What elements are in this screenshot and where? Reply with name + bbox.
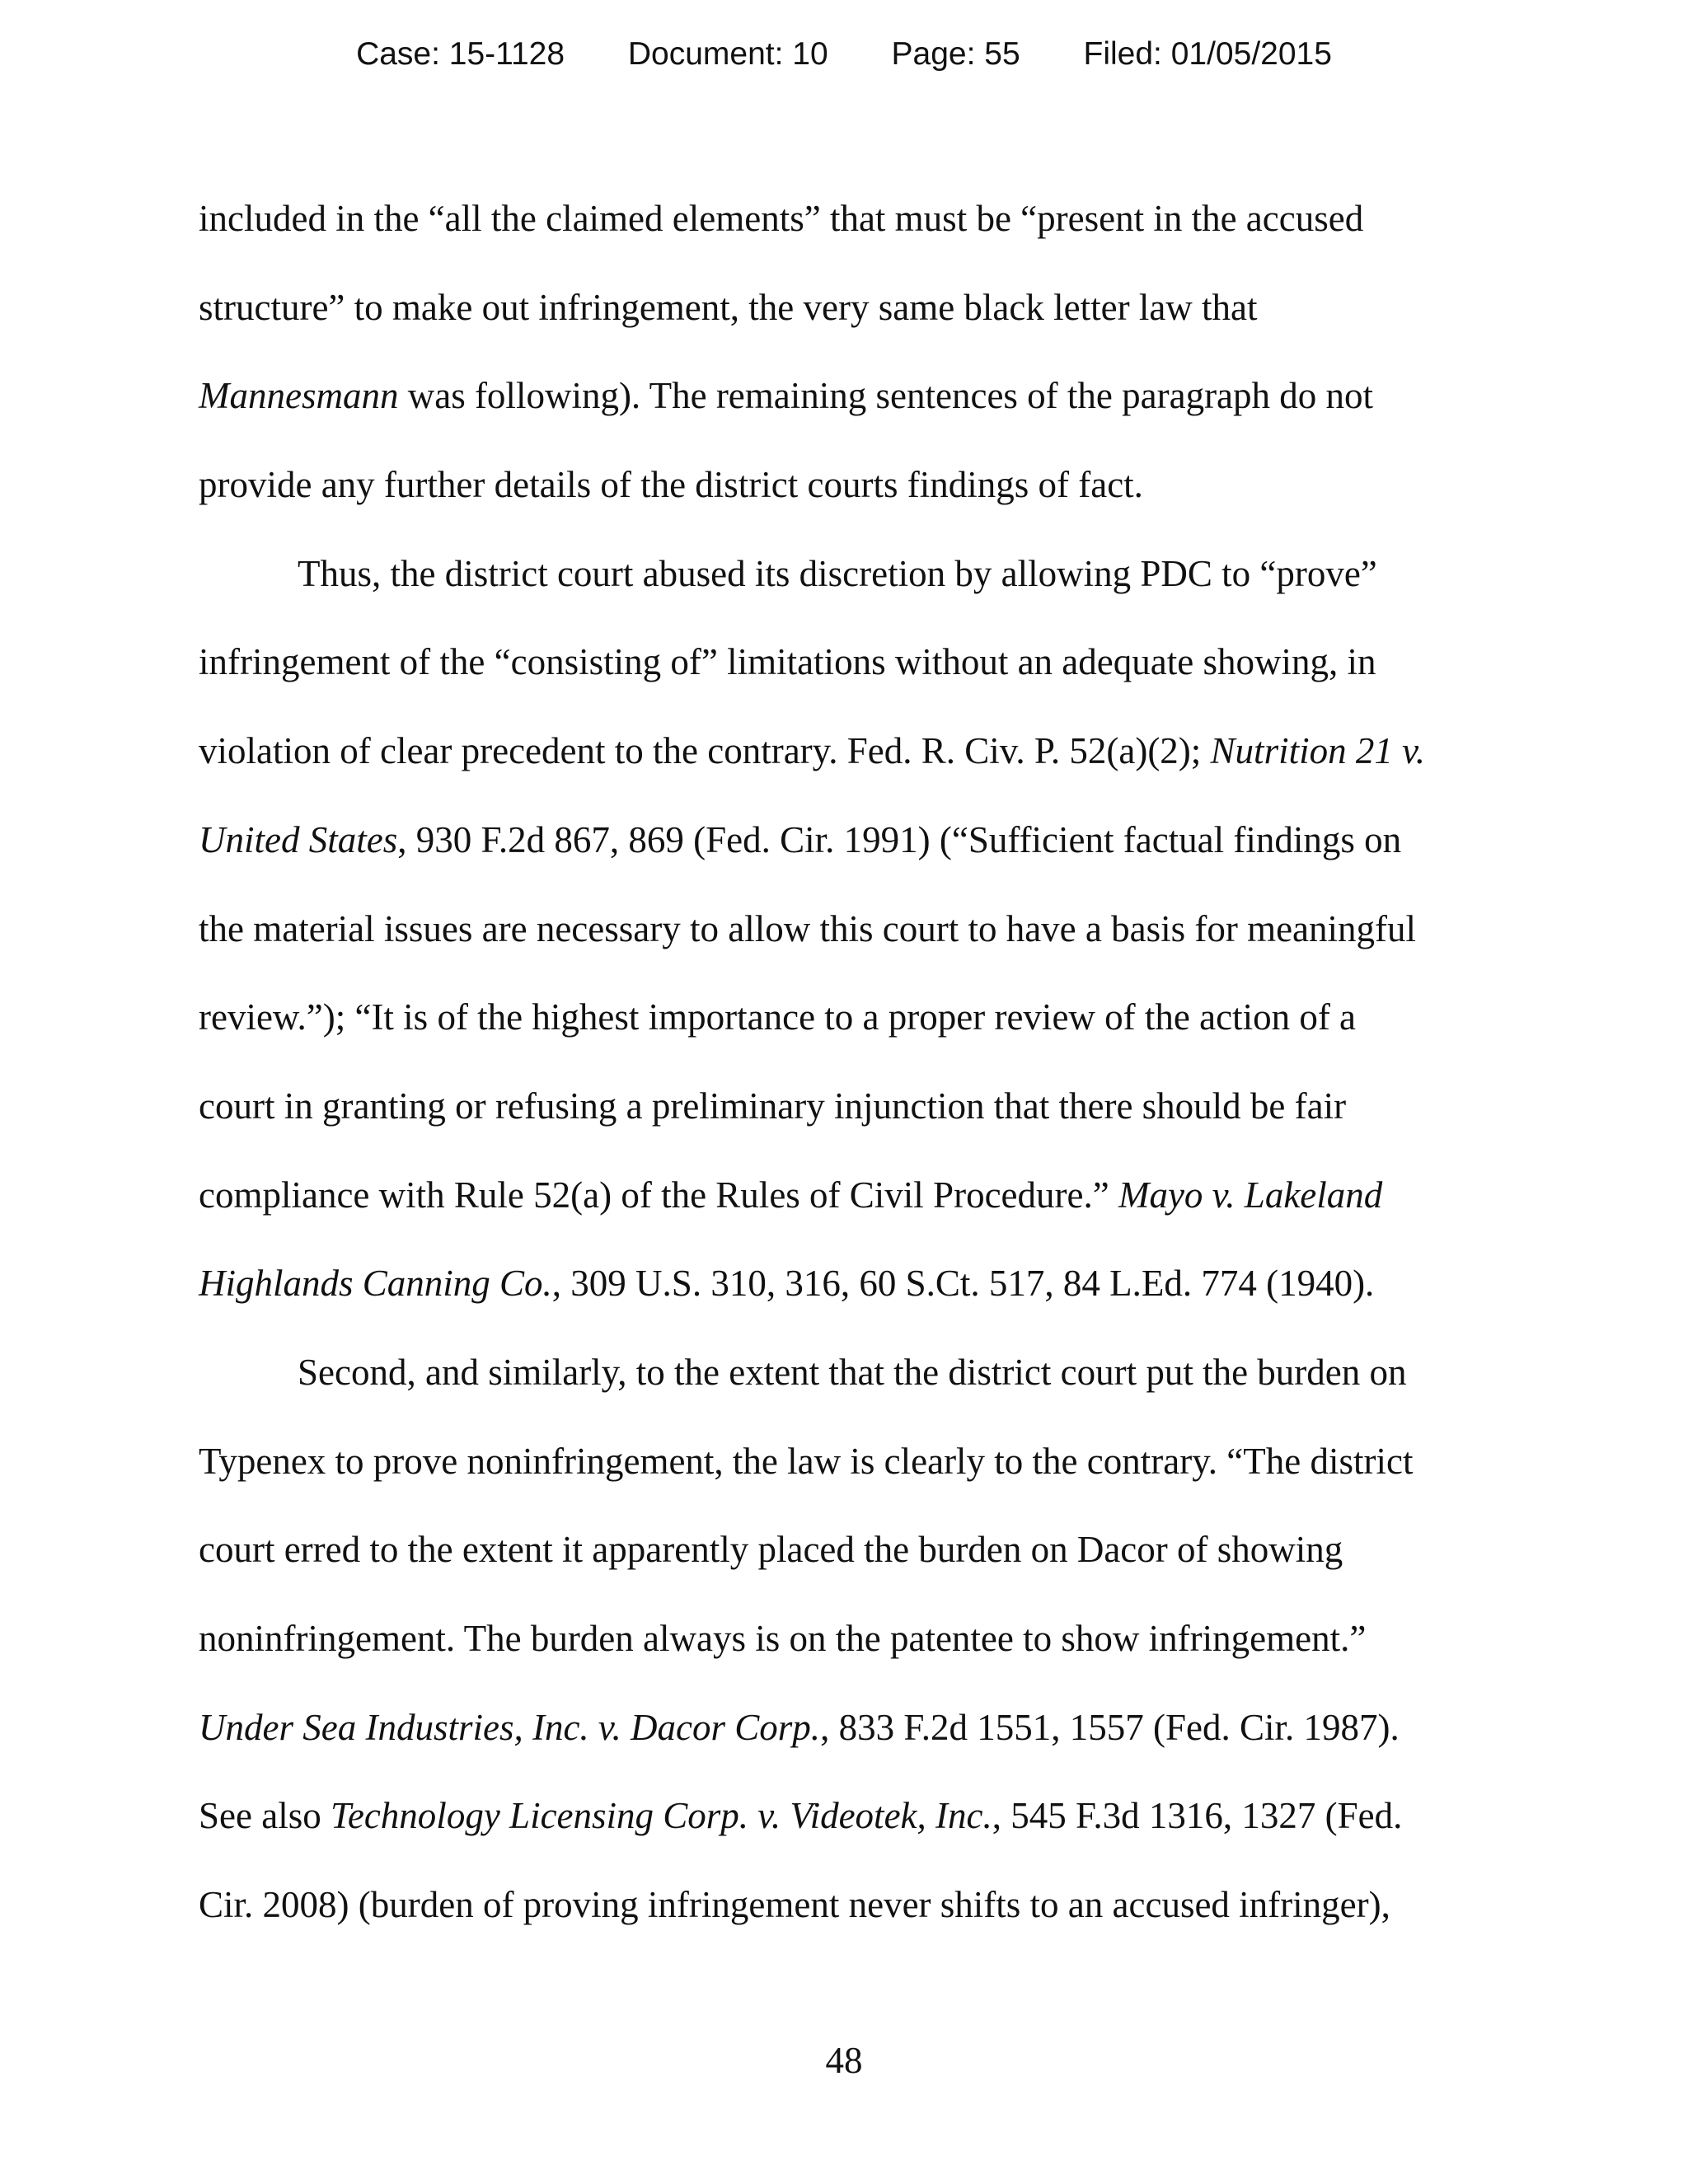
filed-date: Filed: 01/05/2015 [1083,36,1332,72]
text-run: , 833 F.2d 1551, 1557 (Fed. Cir. 1987). [820,1706,1400,1748]
text-line [199,904,1501,993]
text-line [199,1880,1501,1969]
text-line [199,371,1501,460]
text-line [199,549,1501,638]
text-line [199,1525,1501,1614]
text-run: was following). The remaining sentences of the paragraph do not [398,375,1374,417]
text-run: court in granting or refusing a preliminary injunction that there should be fair [199,1085,1347,1127]
brief-body-text [199,194,1501,1969]
text-line [199,1614,1501,1703]
text-run: violation of clear precedent to the contrary. Fed. R. Civ. P. 52(a)(2); [199,730,1211,772]
text-run: included in the “all the claimed elements” that must be “present in the accused [199,198,1364,239]
case-citation-italic: United States [199,818,398,860]
text-run: infringement of the “consisting of” limitations without an adequate showing, in [199,641,1376,683]
case-citation-italic: Under Sea Industries, Inc. v. Dacor Corp. [199,1706,821,1748]
text-line [199,1081,1501,1170]
text-line [199,1347,1501,1436]
text-run: See also [199,1795,331,1837]
text-run: the material issues are necessary to allow this court to have a basis for meaningful [199,907,1417,949]
text-run: , 309 U.S. 310, 316, 60 S.Ct. 517, 84 L.Ed. 774 (1940). [551,1263,1375,1305]
text-line [199,460,1501,549]
text-line [199,1703,1501,1792]
text-run: court erred to the extent it apparently placed the burden on Dacor of showing [199,1529,1343,1571]
case-citation-italic: Nutrition 21 v. [1210,730,1425,772]
filing-header [0,36,1688,73]
case-citation-italic: Mannesmann [199,375,399,417]
text-run: compliance with Rule 52(a) of the Rules of Civil Procedure.” [199,1174,1118,1216]
document-number: Document: 10 [627,36,828,72]
text-run: Second, and similarly, to the extent that the district court put the burden on [298,1351,1407,1393]
text-line [199,1258,1501,1347]
text-run: Typenex to prove noninfringement, the law is clearly to the contrary. “The district [199,1440,1414,1482]
text-line [199,815,1501,904]
case-citation-italic: Mayo v. Lakeland [1118,1174,1383,1216]
text-line [199,1436,1501,1526]
text-run: noninfringement. The burden always is on the patentee to show infringement.” [199,1618,1367,1659]
text-line [199,637,1501,726]
text-run: Cir. 2008) (burden of proving infringement never shifts to an accused infringer), [199,1884,1390,1926]
case-citation-italic: Technology Licensing Corp. v. Videotek, Inc. [330,1795,992,1837]
text-line [199,194,1501,283]
case-citation-italic: Highlands Canning Co. [199,1263,552,1305]
page-number: 48 [825,2040,863,2081]
text-line [199,1791,1501,1880]
text-line [199,726,1501,815]
text-run: Thus, the district court abused its discretion by allowing PDC to “prove” [298,552,1377,594]
text-line [199,1170,1501,1259]
text-line [199,992,1501,1081]
text-run: review.”); “It is of the highest importance to a proper review of the action of a [199,996,1357,1038]
case-number: Case: 15-1128 [356,36,565,72]
text-run: , 930 F.2d 867, 869 (Fed. Cir. 1991) (“Sufficient factual findings on [397,818,1402,860]
text-line [199,283,1501,372]
text-run: structure” to make out infringement, the very same black letter law that [199,286,1258,328]
text-run: provide any further details of the district courts findings of fact. [199,464,1143,506]
text-run: , 545 F.3d 1316, 1327 (Fed. [992,1795,1403,1837]
page-indicator: Page: 55 [891,36,1020,72]
